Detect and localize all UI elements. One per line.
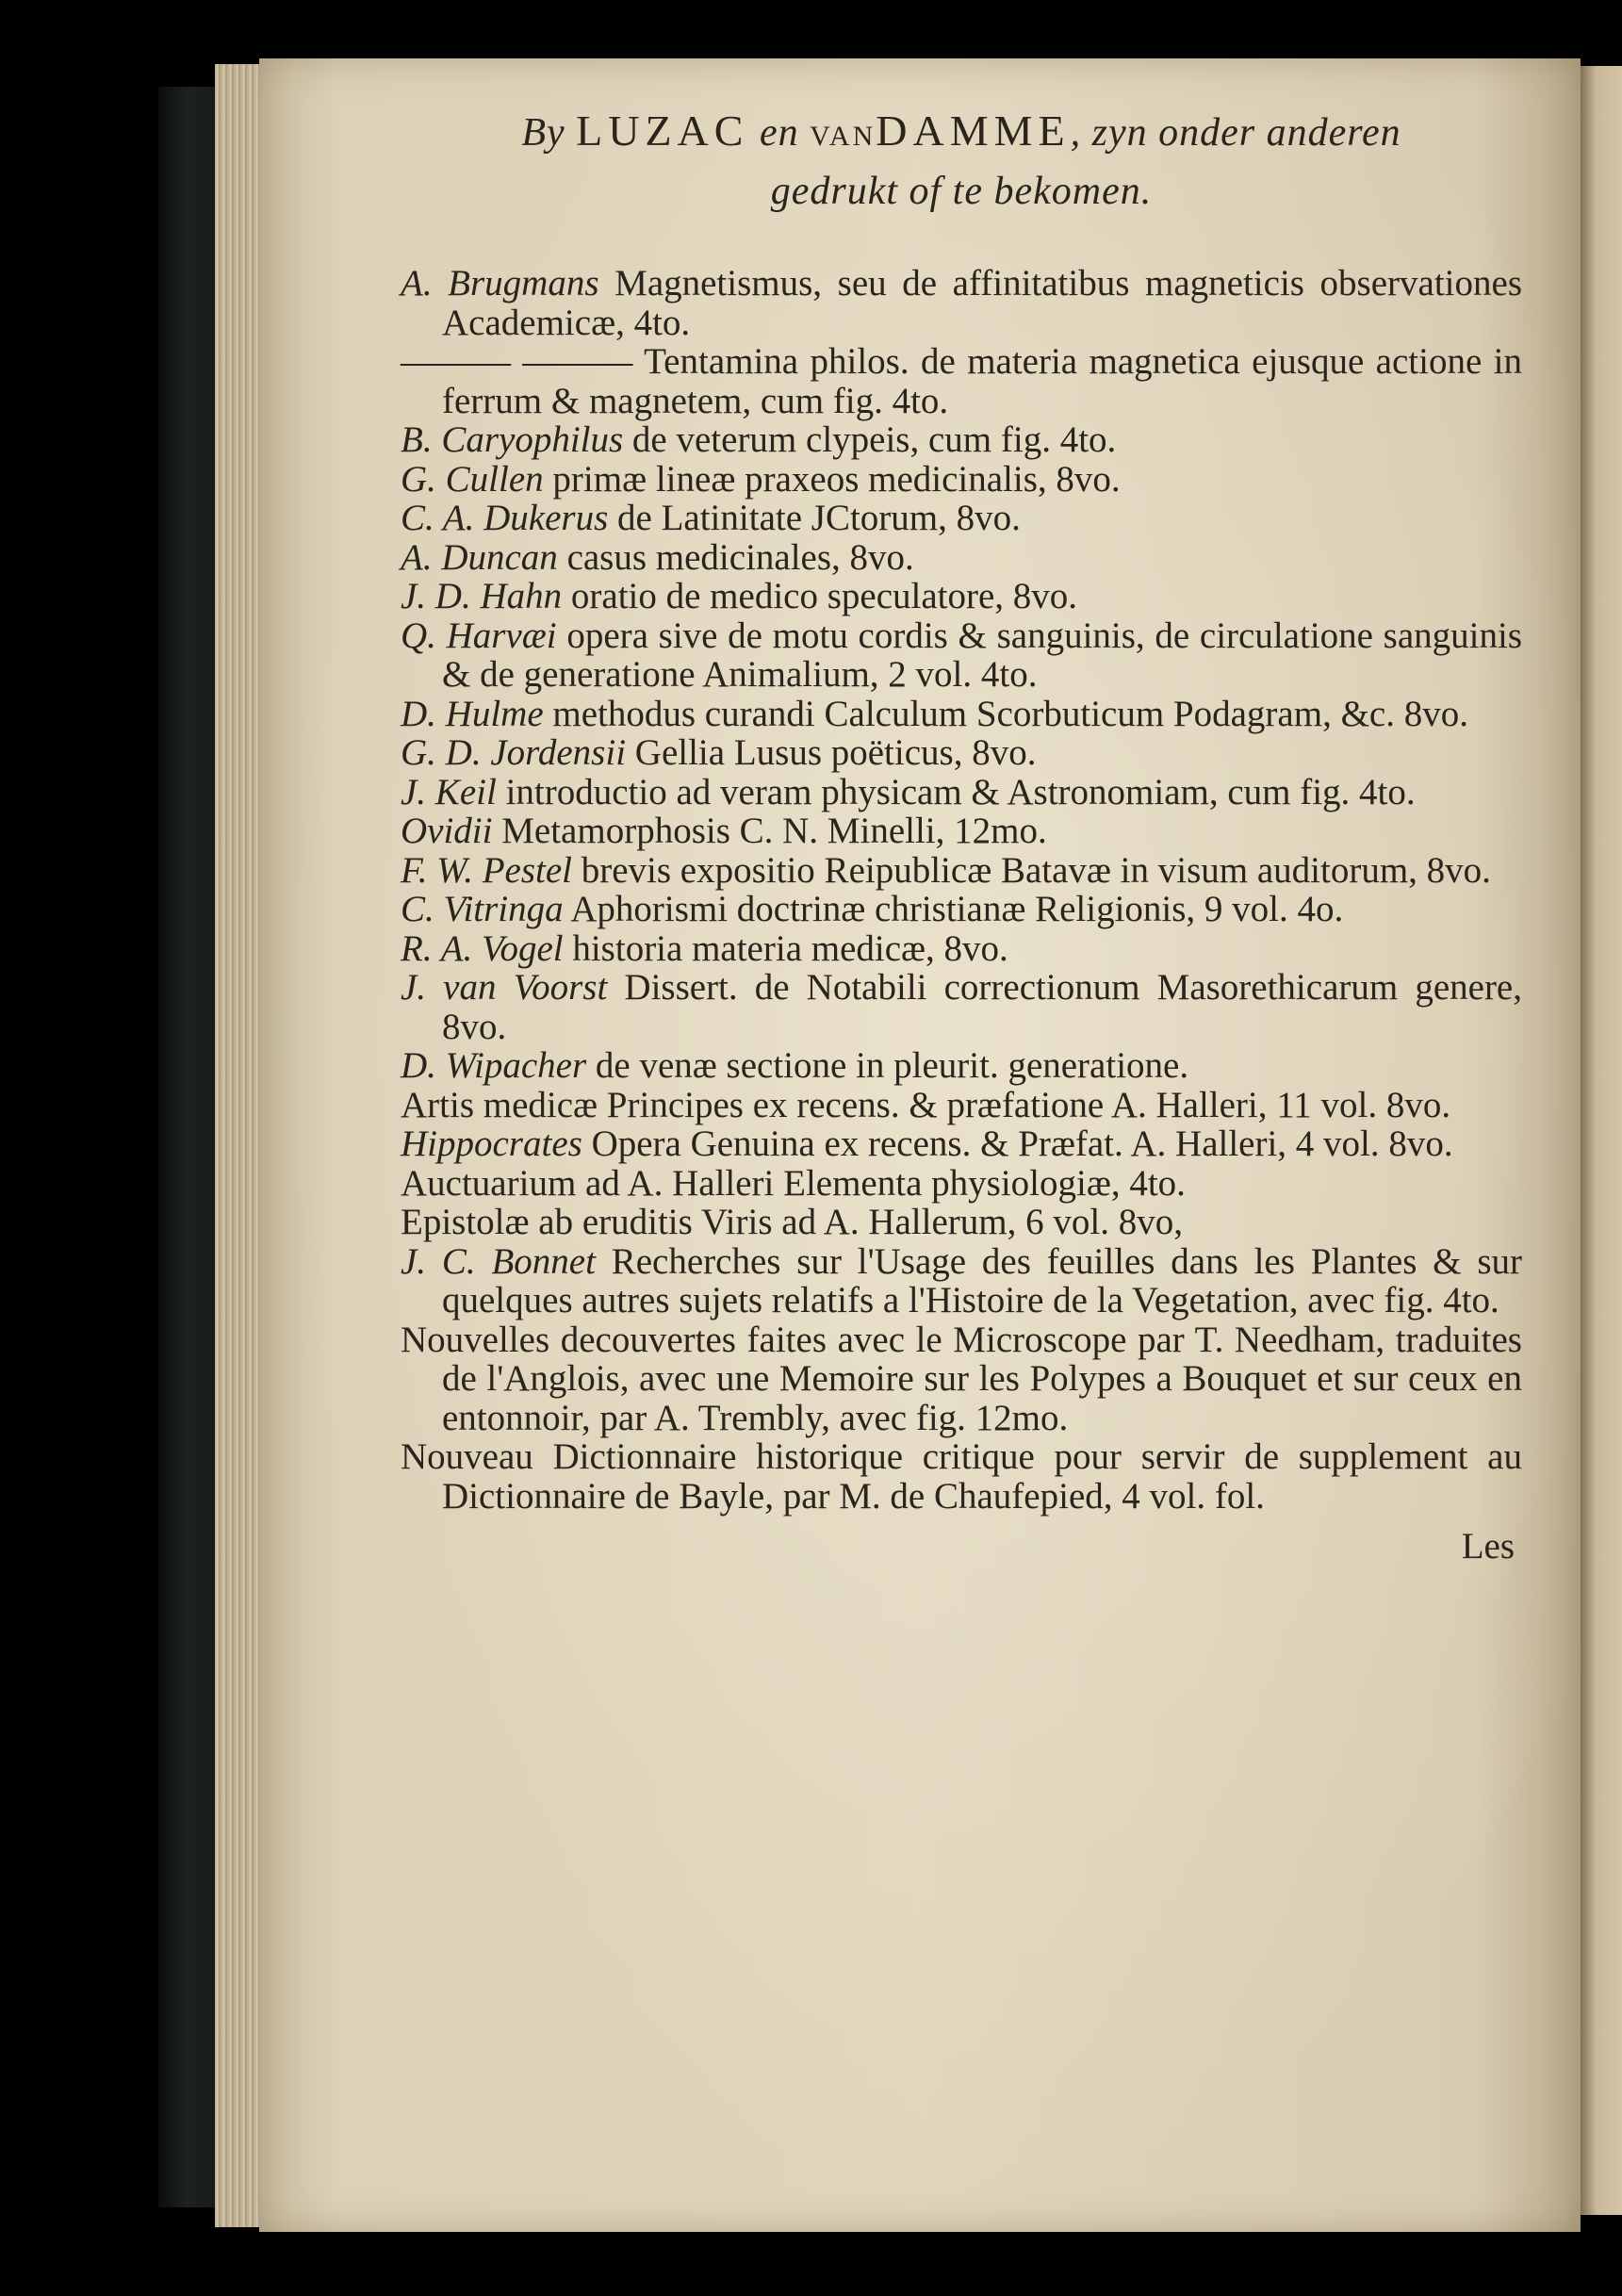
entry-text: introductio ad veram physicam & Astronomiam, cum fig. 4to. [496, 771, 1416, 812]
entry-author: A. Duncan [401, 536, 558, 578]
entry-text: Nouveau Dictionnaire historique critique pour servir de supplement au Dictionnaire de Bayle, par M. de Chaufepied, 4 vol. fol. [401, 1436, 1522, 1517]
heading-van: VAN [810, 121, 877, 152]
entry-text: de Latinitate JCtorum, 8vo. [608, 498, 1021, 538]
list-item [401, 812, 1522, 851]
entry-text: Opera Genuina ex recens. & Præfat. A. Halleri, 4 vol. 8vo. [582, 1123, 1453, 1164]
list-item [401, 929, 1522, 969]
entry-author: G. Cullen [401, 458, 544, 500]
entry-text: Tentamina philos. de materia magnetica ejusque actione in ferrum & magnetem, cum fig. 4to. [442, 341, 1522, 421]
entry-text: Gellia Lusus poëticus, 8vo. [626, 732, 1037, 773]
list-item [401, 499, 1522, 538]
entry-text: casus medicinales, 8vo. [557, 536, 914, 578]
list-item [401, 616, 1522, 695]
entry-text: Dissert. de Notabili correctionum Masorethicarum genere, 8vo. [442, 967, 1522, 1047]
entry-author: G. D. Jordensii [401, 732, 627, 773]
list-item [401, 773, 1522, 812]
entry-author: A. Brugmans [401, 263, 599, 303]
entry-author: Q. Harvæi [401, 615, 557, 656]
heading-name-damme: DAMME [876, 107, 1071, 155]
entry-author: D. Wipacher [401, 1045, 587, 1086]
entry-text: primæ lineæ praxeos medicinalis, 8vo. [543, 458, 1121, 500]
page-content [401, 104, 1522, 1567]
book-page [259, 58, 1581, 2232]
entry-text: Metamorphosis C. N. Minelli, 12mo. [492, 811, 1047, 851]
list-item [401, 851, 1522, 891]
list-item [401, 1203, 1522, 1242]
entry-text: Artis medicæ Principes ex recens. & præfatione A. Halleri, 11 vol. 8vo. [401, 1084, 1451, 1125]
entry-text: Auctuarium ad A. Halleri Elementa physiologiæ, 4to. [401, 1162, 1186, 1204]
entry-author: C. Vitringa [401, 889, 564, 929]
entry-author: J. D. Hahn [401, 576, 563, 616]
entry-author: R. A. Vogel [401, 927, 564, 969]
entry-author: Ovidii [401, 811, 493, 851]
facing-page-edge [1580, 66, 1622, 2215]
list-item [401, 264, 1522, 342]
list-item [401, 342, 1522, 420]
entry-text: oratio de medico speculatore, 8vo. [562, 576, 1078, 616]
entry-text: Recherches sur l'Usage des feuilles dans les Plantes & sur quelques autres sujets relatifs a l'Histoire de la Vegetation, avec fig. 4to. [442, 1240, 1522, 1320]
entry-text: de venæ sectione in pleurit. generatione. [586, 1045, 1189, 1086]
list-item [401, 1164, 1522, 1204]
list-item [401, 968, 1522, 1046]
list-item [401, 1320, 1522, 1438]
heading-name-luzac: LUZAC [576, 107, 749, 155]
list-item [401, 890, 1522, 929]
entry-author: ——— ——— [401, 341, 633, 382]
page-heading [401, 104, 1522, 219]
heading-line-1 [401, 104, 1522, 164]
entry-author: J. Keil [401, 771, 497, 812]
entry-text: historia materia medicæ, 8vo. [563, 927, 1008, 969]
list-item [401, 1437, 1522, 1516]
entry-author: J. van Voorst [401, 967, 608, 1008]
list-item [401, 420, 1522, 460]
entry-text: opera sive de motu cordis & sanguinis, de circulatione sanguinis & de generatione Animalium, 2 vol. 4to. [442, 615, 1522, 695]
list-item [401, 460, 1522, 500]
entry-text: Magnetismus, seu de affinitatibus magneticis observationes Academicæ, 4to. [442, 263, 1523, 343]
list-item [401, 1046, 1522, 1086]
entry-text: Nouvelles decouvertes faites avec le Microscope par T. Needham, traduites de l'Anglois, avec une Memoire sur les Polypes a Bouquet et sur ceux en entonnoir, par A. Trembly, avec fig. 12mo. [401, 1319, 1522, 1438]
list-item [401, 1242, 1522, 1320]
entry-author: C. A. Dukerus [401, 498, 609, 538]
heading-rest: , zyn onder anderen [1070, 111, 1401, 155]
catchword: Les [1461, 1526, 1515, 1566]
list-item [401, 1086, 1522, 1125]
entry-author: Hippocrates [401, 1123, 582, 1164]
heading-prefix: By [521, 111, 565, 155]
entry-author: B. Caryophilus [401, 419, 624, 460]
entry-author: F. W. Pestel [401, 849, 572, 891]
entry-author: J. C. Bonnet [401, 1240, 596, 1282]
entry-text: brevis expositio Reipublicæ Batavæ in visum auditorum, 8vo. [572, 849, 1491, 891]
entry-author: D. Hulme [401, 693, 544, 734]
entry-text: Aphorismi doctrinæ christianæ Religionis, 9 vol. 4o. [563, 889, 1344, 929]
heading-en: en [759, 111, 799, 155]
list-item [401, 695, 1522, 734]
book-list [401, 264, 1522, 1516]
entry-text: Epistolæ ab eruditis Viris ad A. Hallerum, 6 vol. 8vo, [401, 1202, 1183, 1242]
entry-text: methodus curandi Calculum Scorbuticum Podagram, &c. 8vo. [543, 693, 1468, 734]
list-item [401, 577, 1522, 616]
entry-text: de veterum clypeis, cum fig. 4to. [623, 419, 1117, 460]
heading-line-2: gedrukt of te bekomen. [770, 170, 1153, 213]
list-item [401, 1124, 1522, 1164]
list-item [401, 733, 1522, 773]
list-item [401, 538, 1522, 578]
